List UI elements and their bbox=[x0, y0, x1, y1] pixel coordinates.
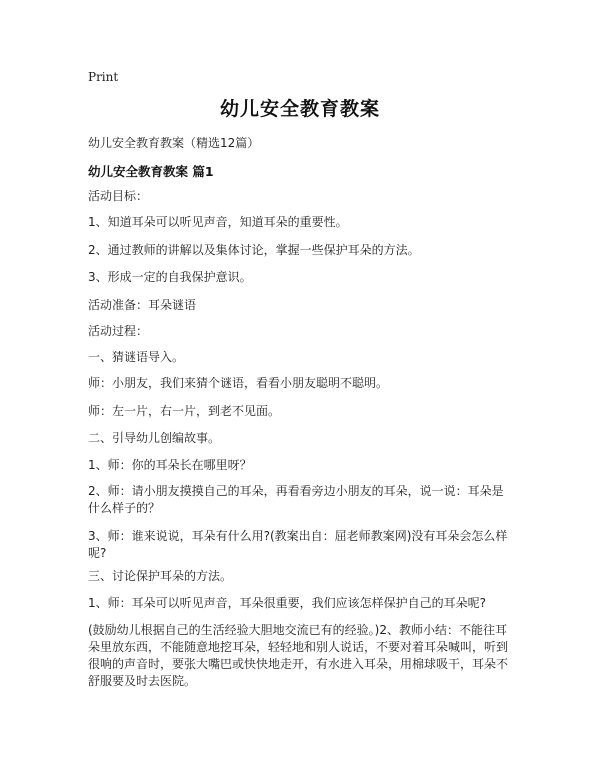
paragraph: 三、讨论保护耳朵的方法。 bbox=[88, 569, 233, 583]
paragraph: 1、知道耳朵可以听见声音，知道耳朵的重要性。 bbox=[88, 215, 348, 229]
paragraph: 1、师：你的耳朵长在哪里呀？ bbox=[88, 458, 252, 472]
paragraph: 师：左一片，右一片，到老不见面。 bbox=[88, 404, 281, 418]
paragraph: 活动准备：耳朵谜语 bbox=[88, 298, 197, 312]
paragraph: 一、猜谜语导入。 bbox=[88, 350, 185, 364]
paragraph: 3、师：谁来说说，耳朵有什么用?(教案出自：屈老师教案网)没有耳朵会怎么样呢? bbox=[88, 529, 508, 560]
paragraph: (鼓励幼儿根据自己的生活经验大胆地交流已有的经验。)2、教师小结：不能往耳朵里放东西，不能随意地挖耳朵，轻轻地和别人说话，不要对着耳朵喊叫，听到很响的声音时，要张大嘴巴或快快地走开，有水进入耳朵，用棉球吸干，耳朵不舒服要及时去医院。 bbox=[88, 623, 509, 688]
paragraph: 二、引导幼儿创编故事。 bbox=[88, 431, 221, 445]
paragraph: 3、形成一定的自我保护意识。 bbox=[88, 270, 252, 284]
document-title: 幼儿安全教育教案 bbox=[219, 98, 380, 120]
paragraph: 师：小朋友，我们来猜个谜语，看看小朋友聪明不聪明。 bbox=[88, 376, 389, 390]
paragraph: 2、通过教师的讲解以及集体讨论，掌握一些保护耳朵的方法。 bbox=[88, 243, 420, 257]
paragraph: 1、师：耳朵可以听见声音，耳朵很重要，我们应该怎样保护自己的耳朵呢? bbox=[88, 596, 487, 610]
document-subtitle: 幼儿安全教育教案（精选12篇） bbox=[88, 136, 260, 150]
section-heading: 幼儿安全教育教案 篇1 bbox=[88, 164, 214, 179]
paragraph: 活动目标： bbox=[88, 189, 149, 203]
paragraph: 活动过程： bbox=[88, 324, 149, 338]
paragraph: 2、师：请小朋友摸摸自己的耳朵，再看看旁边小朋友的耳朵，说一说：耳朵是什么样子的？ bbox=[88, 484, 504, 515]
print-label: Print bbox=[88, 70, 119, 84]
